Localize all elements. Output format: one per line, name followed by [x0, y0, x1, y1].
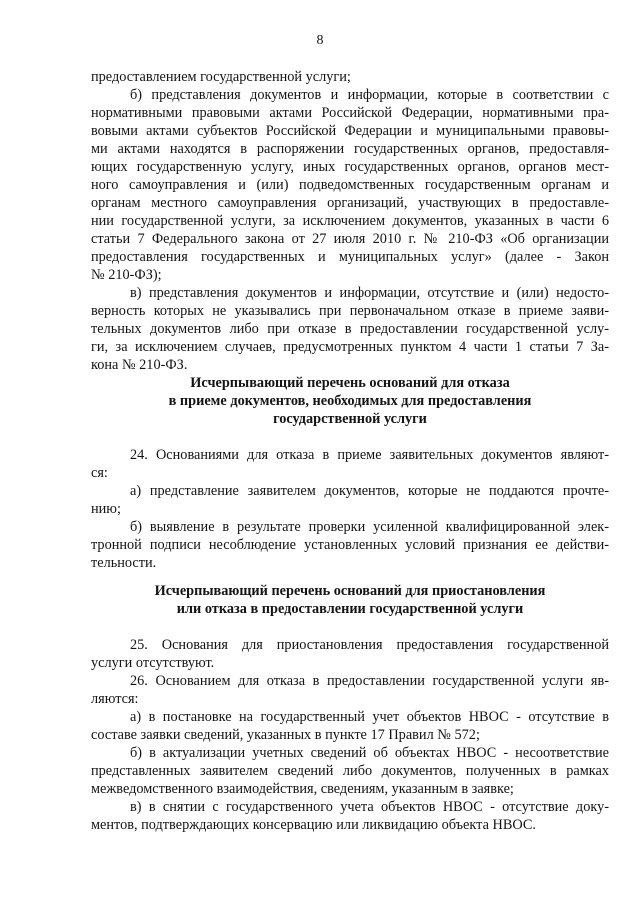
text-line: ного самоуправления и (или) подведомственных государственным органам и [91, 177, 609, 193]
text-line: ся: [91, 465, 108, 481]
text-line: № 210-ФЗ); [91, 267, 162, 283]
text-line: представленных заявителем сведений либо документов, полученных в рамках [91, 763, 609, 779]
text-line: верность которых не указывались при первоначальном отказе в приеме заяви- [91, 303, 609, 319]
text-line: б) в актуализации учетных сведений об объектах НВОС - несоответствие [130, 745, 609, 761]
text-line: б) выявление в результате проверки усиленной квалифицированной элек- [130, 519, 609, 535]
text-line: кона № 210-ФЗ. [91, 357, 188, 373]
heading-line: Исчерпывающий перечень оснований для отказа [190, 375, 510, 391]
heading-line: Исчерпывающий перечень оснований для приостановления [154, 583, 546, 599]
page-number: 8 [316, 33, 324, 48]
text-line: 25. Основания для приостановления предоставления государственной [130, 637, 609, 653]
text-line: услуги отсутствуют. [91, 655, 215, 671]
text-line: ментов, подтверждающих консервацию или ликвидацию объекта НВОС. [91, 817, 536, 833]
heading-line: или отказа в предоставлении государственной услуги [176, 601, 524, 617]
heading-line: в приеме документов, необходимых для предоставления [168, 393, 532, 409]
text-line: ги, за исключением случаев, предусмотренных пунктом 4 части 1 статьи 7 За- [91, 339, 609, 355]
text-line: статьи 7 Федерального закона от 27 июля 2010 г. № 210-ФЗ «Об организации [91, 231, 609, 247]
text-line: органам местного самоуправления организаций, участвующих в предоставле- [91, 195, 609, 211]
text-line: в) представления документов и информации, отсутствие и (или) недосто- [130, 285, 609, 301]
text-line: а) в постановке на государственный учет объектов НВОС - отсутствие в [130, 709, 609, 725]
text-line: тронной подписи несоблюдение установленных условий признания ее действи- [91, 537, 609, 553]
text-line: в) в снятии с государственного учета объектов НВОС - отсутствие доку- [130, 799, 609, 815]
text-line: ми актами находятся в распоряжении государственных органов, предоставля- [91, 141, 609, 157]
text-line: тельности. [91, 555, 157, 571]
text-line: составе заявки сведений, указанных в пункте 17 Правил № 572; [91, 727, 480, 743]
text-line: 26. Основанием для отказа в предоставлении государственной услуги яв- [130, 673, 609, 689]
text-line: ляются: [91, 691, 139, 707]
text-line: предоставлением государственной услуги; [91, 69, 351, 85]
text-line: тельных документов либо при отказе в предоставлении государственной услу- [91, 321, 609, 337]
heading-line: государственной услуги [273, 411, 427, 427]
text-line: нию; [91, 501, 121, 517]
text-line: межведомственного взаимодействия, сведениям, указанным в заявке; [91, 781, 514, 797]
text-line: нормативными правовыми актами Российской Федерации, нормативными пра- [91, 105, 609, 121]
text-line: а) представление заявителем документов, которые не поддаются прочте- [130, 483, 609, 499]
text-line: б) представления документов и информации, которые в соответствии с [130, 87, 609, 103]
text-line: ющих государственную услугу, иных государственных органов, органов мест- [91, 159, 609, 175]
text-line: вовыми актами субъектов Российской Федерации и муниципальными правовы- [91, 123, 609, 139]
text-line: предоставления государственных и муниципальных услуг» (далее - Закон [91, 249, 609, 265]
text-line: нии государственной услуги, за исключением документов, указанных в части 6 [91, 213, 609, 229]
text-line: 24. Основаниями для отказа в приеме заявительных документов являют- [130, 447, 609, 463]
